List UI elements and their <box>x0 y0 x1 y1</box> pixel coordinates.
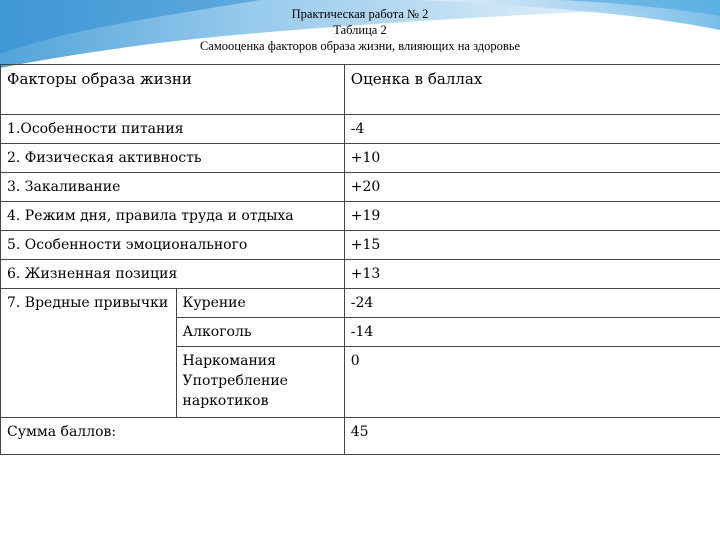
factor-cell: 2. Физическая активность <box>1 144 345 173</box>
score-cell: -14 <box>344 318 720 347</box>
table-total-row <box>1 418 720 455</box>
factor-cell: 6. Жизненная позиция <box>1 260 345 289</box>
score-cell: +20 <box>344 173 720 202</box>
factor-cell: 4. Режим дня, правила труда и отдыха <box>1 202 345 231</box>
table-row <box>1 260 720 289</box>
header-table-caption: Самооценка факторов образа жизни, влияющих на здоровье <box>199 39 521 53</box>
table-row <box>1 231 720 260</box>
document-header <box>0 6 720 54</box>
table-row <box>1 173 720 202</box>
score-cell: +10 <box>344 144 720 173</box>
column-header-score: Оценка в баллах <box>344 65 720 115</box>
factor-cell: 3. Закаливание <box>1 173 345 202</box>
habit-name-cell: Наркомания Употребление наркотиков <box>176 347 344 418</box>
score-cell: +13 <box>344 260 720 289</box>
score-cell: +15 <box>344 231 720 260</box>
bad-habits-label: 7. Вредные привычки <box>1 289 177 418</box>
table-row-habits <box>1 289 720 318</box>
factor-cell: 5. Особенности эмоционального <box>1 231 345 260</box>
table-row <box>1 202 720 231</box>
total-value: 45 <box>344 418 720 455</box>
factor-cell: 1.Особенности питания <box>1 115 345 144</box>
header-table-number: Таблица 2 <box>333 23 387 37</box>
total-label: Сумма баллов: <box>1 418 345 455</box>
header-work-title: Практическая работа № 2 <box>291 7 429 21</box>
column-header-factors: Факторы образа жизни <box>1 65 345 115</box>
table-header-row <box>1 65 720 115</box>
score-cell: +19 <box>344 202 720 231</box>
habit-name-cell: Алкоголь <box>176 318 344 347</box>
table-row <box>1 144 720 173</box>
score-cell: 0 <box>344 347 720 418</box>
habit-name-cell: Курение <box>176 289 344 318</box>
score-cell: -4 <box>344 115 720 144</box>
self-assessment-table <box>0 64 720 455</box>
score-cell: -24 <box>344 289 720 318</box>
table-row <box>1 115 720 144</box>
